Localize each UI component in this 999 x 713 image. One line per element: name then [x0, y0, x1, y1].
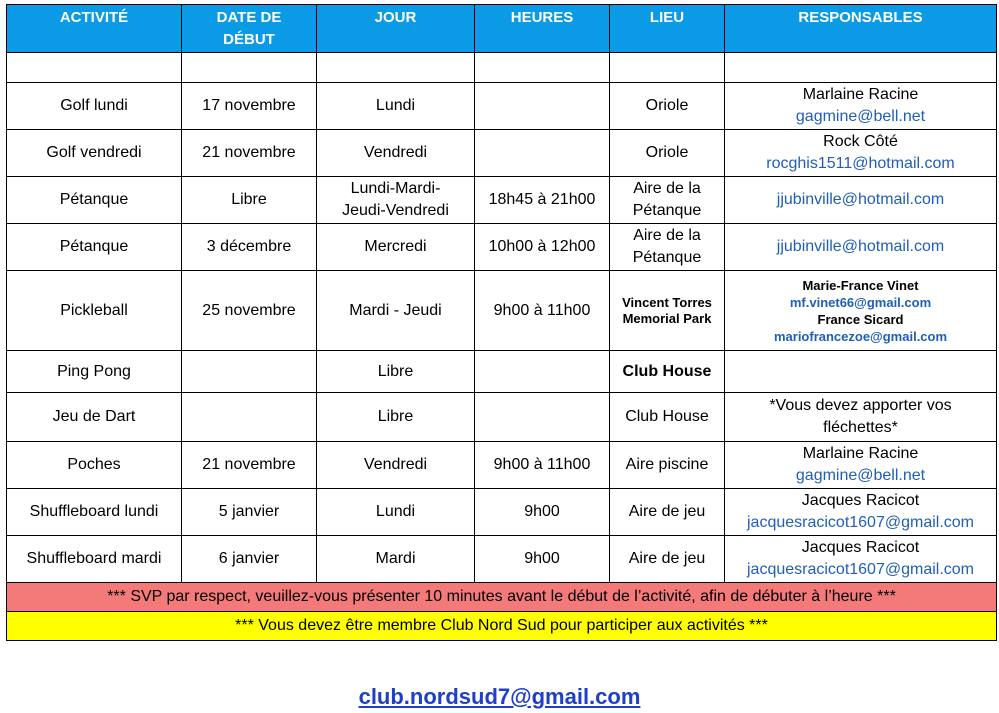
lieu-line1: Aire de la	[633, 180, 701, 197]
lieu-line2: Memorial Park	[622, 310, 712, 326]
cell-heures: 9h00 à 11h00	[475, 271, 610, 351]
cell-heures: 9h00	[475, 536, 610, 583]
cell-lieu: Oriole	[610, 83, 725, 130]
cell-date: 21 novembre	[182, 130, 317, 177]
cell-activite: Ping Pong	[7, 351, 182, 393]
table-row	[7, 393, 997, 442]
cell-activite: Pétanque	[7, 224, 182, 271]
cell-date: 25 novembre	[182, 271, 317, 351]
resp-email-link[interactable]: jjubinville@hotmail.com	[776, 238, 945, 255]
resp-email-link[interactable]: gagmine@bell.net	[795, 467, 926, 484]
resp-email-link[interactable]: jacquesracicot1607@gmail.com	[746, 561, 974, 578]
cell-responsables	[725, 393, 997, 442]
cell-date: Libre	[182, 177, 317, 224]
jour-line2: Jeudi-Vendredi	[342, 202, 449, 219]
header-date-line1: DATE DE	[216, 9, 282, 26]
lieu-line1: Vincent Torres	[622, 294, 712, 310]
lieu-line2: Pétanque	[632, 249, 702, 266]
cell-activite: Shuffleboard lundi	[7, 489, 182, 536]
cell-responsables	[725, 83, 997, 130]
cell-responsables	[725, 536, 997, 583]
cell-responsables	[725, 351, 997, 393]
cell-responsables	[725, 442, 997, 489]
cell-jour: Lundi	[317, 83, 475, 130]
cell-heures: 10h00 à 12h00	[475, 224, 610, 271]
table-row	[7, 442, 997, 489]
cell-heures	[475, 351, 610, 393]
cell-jour: Libre	[317, 393, 475, 442]
cell-lieu: Aire piscine	[610, 442, 725, 489]
cell-activite: Pickleball	[7, 271, 182, 351]
table-row	[7, 224, 997, 271]
cell-activite: Pétanque	[7, 177, 182, 224]
cell-date	[182, 351, 317, 393]
table-row	[7, 271, 997, 351]
cell-jour: Mardi - Jeudi	[317, 271, 475, 351]
cell-activite: Poches	[7, 442, 182, 489]
header-date-line2: DÉBUT	[223, 31, 275, 48]
cell-jour: Lundi	[317, 489, 475, 536]
footer-email-link[interactable]: club.nordsud7@gmail.com	[358, 684, 641, 709]
cell-jour: Vendredi	[317, 442, 475, 489]
cell-activite: Golf lundi	[7, 83, 182, 130]
cell-responsables	[725, 177, 997, 224]
membre-note-row	[7, 612, 997, 641]
jour-line1: Lundi-Mardi-	[350, 180, 441, 197]
header-row	[7, 5, 997, 53]
cell-date: 5 janvier	[182, 489, 317, 536]
lieu-line2: Pétanque	[632, 202, 702, 219]
header-date	[182, 5, 317, 53]
resp-email-link[interactable]: rocghis1511@hotmail.com	[766, 155, 955, 172]
cell-activite: Golf vendredi	[7, 130, 182, 177]
cell-heures	[475, 393, 610, 442]
header-responsables: RESPONSABLES	[725, 5, 997, 53]
table-row	[7, 489, 997, 536]
cell-responsables	[725, 271, 997, 351]
cell-date: 17 novembre	[182, 83, 317, 130]
cell-activite: Shuffleboard mardi	[7, 536, 182, 583]
resp-email-link[interactable]: jjubinville@hotmail.com	[776, 191, 945, 208]
cell-date: 21 novembre	[182, 442, 317, 489]
cell-heures	[475, 130, 610, 177]
header-lieu: LIEU	[610, 5, 725, 53]
resp-name: Rock Côté	[823, 133, 898, 150]
cell-jour: Vendredi	[317, 130, 475, 177]
cell-lieu: Oriole	[610, 130, 725, 177]
lieu-line1: Aire de la	[633, 227, 701, 244]
table-row	[7, 536, 997, 583]
cell-lieu	[610, 177, 725, 224]
resp-name: Marlaine Racine	[802, 86, 919, 103]
empty-row	[7, 53, 997, 83]
cell-jour: Libre	[317, 351, 475, 393]
cell-lieu	[610, 271, 725, 351]
resp-name: Jacques Racicot	[801, 492, 920, 509]
respect-note: *** SVP par respect, veuillez-vous présenter 10 minutes avant le début de l’activité, afin de débuter à l’heure ***	[7, 583, 997, 612]
cell-heures: 9h00 à 11h00	[475, 442, 610, 489]
resp-name: Marlaine Racine	[802, 445, 919, 462]
cell-heures: 18h45 à 21h00	[475, 177, 610, 224]
resp-note-line2: fléchettes*	[823, 419, 898, 436]
cell-heures	[475, 83, 610, 130]
resp-email-link[interactable]: jacquesracicot1607@gmail.com	[746, 514, 974, 531]
table-row	[7, 351, 997, 393]
header-heures: HEURES	[475, 5, 610, 53]
cell-lieu	[610, 224, 725, 271]
resp-email-link[interactable]: gagmine@bell.net	[795, 108, 926, 125]
table-row	[7, 83, 997, 130]
cell-lieu: Aire de jeu	[610, 489, 725, 536]
table-row	[7, 130, 997, 177]
cell-heures: 9h00	[475, 489, 610, 536]
cell-jour: Mardi	[317, 536, 475, 583]
cell-activite: Jeu de Dart	[7, 393, 182, 442]
resp-email-link[interactable]: mariofrancezoe@gmail.com	[773, 328, 948, 344]
resp-name: Jacques Racicot	[801, 539, 920, 556]
cell-date	[182, 393, 317, 442]
cell-responsables	[725, 489, 997, 536]
cell-responsables	[725, 130, 997, 177]
resp-note-line1: *Vous devez apporter vos	[769, 397, 952, 414]
resp-name: France Sicard	[817, 311, 904, 327]
cell-lieu: Club House	[610, 351, 725, 393]
header-jour: JOUR	[317, 5, 475, 53]
table-row	[7, 177, 997, 224]
header-activite: ACTIVITÉ	[7, 5, 182, 53]
cell-responsables	[725, 224, 997, 271]
resp-email-link[interactable]: mf.vinet66@gmail.com	[789, 294, 932, 310]
cell-jour: Mercredi	[317, 224, 475, 271]
membre-note: *** Vous devez être membre Club Nord Sud pour participer aux activités ***	[7, 612, 997, 641]
cell-jour	[317, 177, 475, 224]
cell-lieu: Club House	[610, 393, 725, 442]
cell-date: 6 janvier	[182, 536, 317, 583]
cell-date: 3 décembre	[182, 224, 317, 271]
cell-lieu: Aire de jeu	[610, 536, 725, 583]
resp-name: Marie-France Vinet	[802, 277, 919, 293]
activities-table	[6, 4, 997, 641]
respect-note-row	[7, 583, 997, 612]
